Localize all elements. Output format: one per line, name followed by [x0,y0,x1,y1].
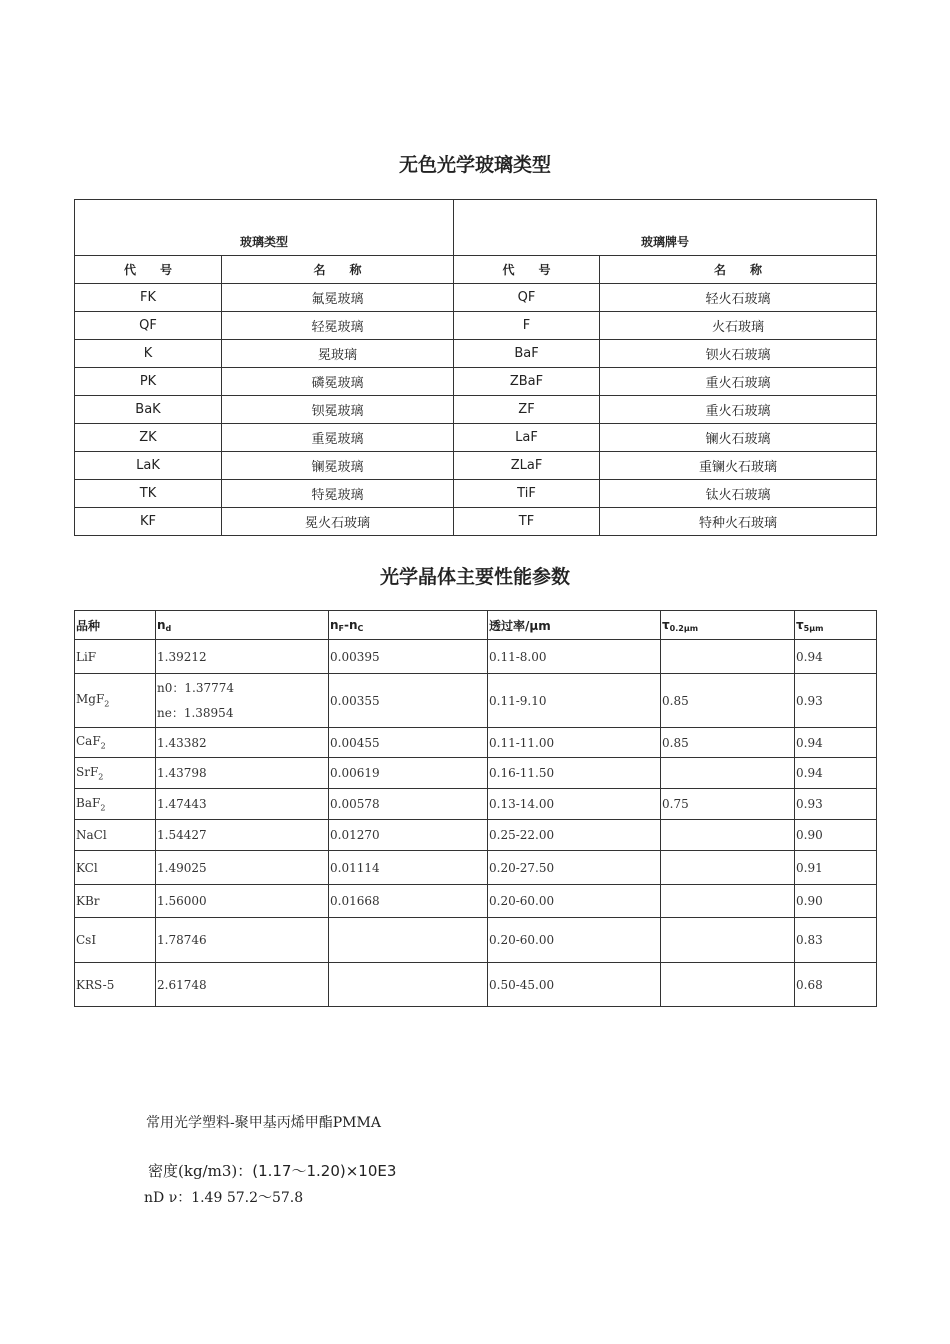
transmission-cell: 0.20-60.00 [488,918,661,963]
table-row [75,284,877,312]
table-row [75,452,877,480]
tau-0.2um-cell: 0.75 [661,789,795,820]
nf-nc-cell [329,918,488,963]
glass-name-cell: 钡冕玻璃 [222,396,454,424]
nf-nc-cell: 0.01668 [329,885,488,918]
glass-name-cell: 磷冕玻璃 [222,368,454,396]
table-row [75,758,877,789]
brand-name-cell: 火石玻璃 [600,312,877,340]
table-row [75,312,877,340]
brand-code-cell: F [454,312,600,340]
tau-0.2um-cell [661,851,795,885]
tau-5um-cell: 0.83 [795,918,877,963]
tau-0.2um-cell [661,918,795,963]
table-row [75,480,877,508]
tau-5um-cell: 0.91 [795,851,877,885]
crystal-name-cell: KCl [75,851,156,885]
nf-nc-cell [329,963,488,1007]
transmission-cell: 0.11-9.10 [488,674,661,728]
nd-cell: 1.56000 [156,885,329,918]
tau-5um-cell: 0.94 [795,728,877,758]
nd-cell: 1.43382 [156,728,329,758]
brand-code-cell: ZLaF [454,452,600,480]
table-row [75,396,877,424]
transmission-cell: 0.50-45.00 [488,963,661,1007]
nf-nc-cell: 0.00355 [329,674,488,728]
brand-name-cell: 钛火石玻璃 [600,480,877,508]
tau-0.2um-cell: 0.85 [661,728,795,758]
glass-name-cell: 冕玻璃 [222,340,454,368]
brand-name-cell: 镧火石玻璃 [600,424,877,452]
tau-0.2um-cell: 0.85 [661,674,795,728]
glass-name-cell: 氟冕玻璃 [222,284,454,312]
col-header-transmission: 透过率/μm [488,611,661,640]
table-row [75,424,877,452]
glass-name-cell: 特冕玻璃 [222,480,454,508]
nf-nc-cell: 0.01114 [329,851,488,885]
tau-0.2um-cell [661,758,795,789]
nd-cell: 1.49025 [156,851,329,885]
table-row [75,340,877,368]
glass-name-cell: 轻冕玻璃 [222,312,454,340]
col-header-nd: $n_d$ [156,611,329,640]
table-row [75,885,877,918]
glass-code-cell: LaK [75,452,222,480]
brand-name-cell: 轻火石玻璃 [600,284,877,312]
col-header-tau-5um: $\tau_{5\mu m}$ [795,611,877,640]
tau-0.2um-cell [661,885,795,918]
table-row [75,789,877,820]
crystal-params-table [74,610,877,1007]
tau-0.2um-cell [661,820,795,851]
table-row [75,851,877,885]
glass-name-cell: 冕火石玻璃 [222,508,454,536]
crystal-name-cell: LiF [75,640,156,674]
col-header-nf-nc: $n_F-n_C$ [329,611,488,640]
glass-code-cell: FK [75,284,222,312]
group-header-glass-type: 玻璃类型 [75,200,454,256]
pmma-heading: 常用光学塑料-聚甲基丙烯甲酯PMMA [146,1115,381,1131]
crystal-name-cell: MgF$_2$ [75,674,156,728]
nd-cell: 1.54427 [156,820,329,851]
tau-5um-cell: 0.90 [795,820,877,851]
col-header-code: 代 号 [454,256,600,284]
nf-nc-cell: 0.00395 [329,640,488,674]
table-row [75,963,877,1007]
crystal-name-cell: CsI [75,918,156,963]
nd-cell: 1.47443 [156,789,329,820]
table-row [75,640,877,674]
glass-types-title: 无色光学玻璃类型 [398,154,551,176]
glass-code-cell: K [75,340,222,368]
nd-cell: 1.43798 [156,758,329,789]
glass-code-cell: KF [75,508,222,536]
tau-5um-cell: 0.94 [795,640,877,674]
transmission-cell: 0.11-11.00 [488,728,661,758]
glass-code-cell: QF [75,312,222,340]
col-header-tau-0.2um: $\tau_{0.2\mu m}$ [661,611,795,640]
tau-0.2um-cell [661,640,795,674]
brand-code-cell: LaF [454,424,600,452]
brand-code-cell: QF [454,284,600,312]
nd-cell: 2.61748 [156,963,329,1007]
tau-5um-cell: 0.90 [795,885,877,918]
brand-code-cell: TiF [454,480,600,508]
crystal-name-cell: BaF$_2$ [75,789,156,820]
tau-5um-cell: 0.94 [795,758,877,789]
nd-cell: n0：1.37774 ne：1.38954 [156,674,329,728]
pmma-density [148,1160,396,1181]
transmission-cell: 0.20-60.00 [488,885,661,918]
table-row [75,820,877,851]
col-header-variety: 品种 [75,611,156,640]
nf-nc-cell: 0.00455 [329,728,488,758]
glass-code-cell: ZK [75,424,222,452]
brand-name-cell: 特种火石玻璃 [600,508,877,536]
glass-name-cell: 镧冕玻璃 [222,452,454,480]
tau-5um-cell: 0.93 [795,674,877,728]
nd-cell: 1.39212 [156,640,329,674]
crystal-name-cell: KBr [75,885,156,918]
nd-cell: 1.78746 [156,918,329,963]
col-header-name: 名 称 [222,256,454,284]
col-header-code: 代 号 [75,256,222,284]
brand-name-cell: 重火石玻璃 [600,368,877,396]
glass-code-cell: TK [75,480,222,508]
table-row [75,918,877,963]
glass-code-cell: BaK [75,396,222,424]
transmission-cell: 0.13-14.00 [488,789,661,820]
glass-code-cell: PK [75,368,222,396]
table-row [75,728,877,758]
col-header-name: 名 称 [600,256,877,284]
table-row [75,674,877,728]
transmission-cell: 0.20-27.50 [488,851,661,885]
crystal-name-cell: CaF$_2$ [75,728,156,758]
nf-nc-cell: 0.00619 [329,758,488,789]
transmission-cell: 0.25-22.00 [488,820,661,851]
nf-nc-cell: 0.00578 [329,789,488,820]
density-label: 密度(kg/m3)： [148,1162,253,1180]
tau-5um-cell: 0.68 [795,963,877,1007]
glass-name-cell: 重冕玻璃 [222,424,454,452]
glass-types-table [74,199,877,536]
crystal-params-title: 光学晶体主要性能参数 [379,566,570,588]
group-header-glass-brand: 玻璃牌号 [454,200,877,256]
table-row [75,368,877,396]
pmma-nd-abbe: nD ν：1.49 57.2～57.8 [144,1190,304,1206]
table-row [75,508,877,536]
density-value: (1.17～1.20)×10E3 [252,1162,397,1180]
brand-code-cell: ZBaF [454,368,600,396]
tau-5um-cell: 0.93 [795,789,877,820]
brand-code-cell: TF [454,508,600,536]
crystal-name-cell: SrF$_2$ [75,758,156,789]
crystal-name-cell: KRS-5 [75,963,156,1007]
tau-0.2um-cell [661,963,795,1007]
brand-code-cell: ZF [454,396,600,424]
transmission-cell: 0.16-11.50 [488,758,661,789]
brand-name-cell: 重镧火石玻璃 [600,452,877,480]
brand-name-cell: 钡火石玻璃 [600,340,877,368]
brand-name-cell: 重火石玻璃 [600,396,877,424]
nf-nc-cell: 0.01270 [329,820,488,851]
transmission-cell: 0.11-8.00 [488,640,661,674]
brand-code-cell: BaF [454,340,600,368]
crystal-name-cell: NaCl [75,820,156,851]
